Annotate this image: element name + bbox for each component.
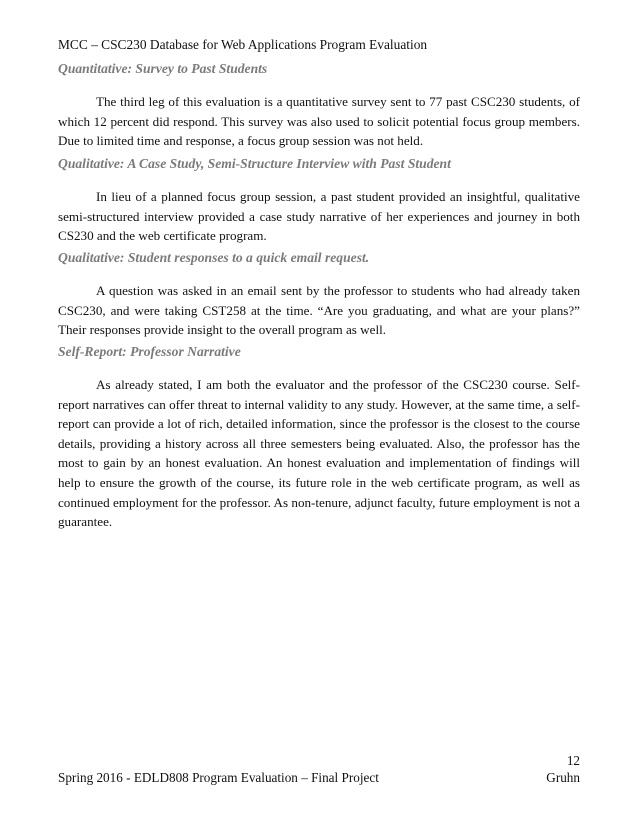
- section-paragraph: As already stated, I am both the evaluator and the professor of the CSC230 course. Self-report narratives can offer threat to internal validity to any study. However, at the same time, a self-report can provide a lot of rich, detailed information, since the professor is the closest to the course details, providing a history across all three semesters being evaluated. Also, the professor has the most to gain by an honest evaluation. An honest evaluation and implementation of findings will help to ensure the growth of the course, its future role in the web certificate program, as well as continued employment for the professor. As non-tenure, adjunct faculty, future employment is not a guarantee.: [58, 377, 580, 530]
- footer-author: Gruhn: [546, 770, 580, 785]
- document-header-title: MCC – CSC230 Database for Web Applications Program Evaluation: [58, 37, 428, 52]
- section-paragraph: A question was asked in an email sent by the professor to students who had already taken CSC230, and were taking CST258 at the time. “Are you graduating, and what are your plans?” Their responses provide insight to the overall program as well.: [58, 283, 580, 338]
- section-qualitative-case-study: [58, 155, 580, 246]
- section-heading: Qualitative: Student responses to a quick email request.: [58, 250, 370, 265]
- section-quantitative-survey: [58, 60, 580, 151]
- footer-course-title: Spring 2016 - EDLD808 Program Evaluation – Final Project: [58, 770, 379, 785]
- page-number: 12: [566, 753, 580, 768]
- section-paragraph: The third leg of this evaluation is a quantitative survey sent to 77 past CSC230 students, of which 12 percent did respond. This survey was also used to solicit potential focus group members. Due to limited time and response, a focus group session was not held.: [58, 94, 580, 149]
- section-heading: Self-Report: Professor Narrative: [58, 344, 241, 359]
- section-self-report: [58, 343, 580, 532]
- section-paragraph: In lieu of a planned focus group session, a past student provided an insightful, qualitative semi-structured interview provided a case study narrative of her experiences and journey in both CS230 and the web certificate program.: [58, 189, 580, 244]
- section-qualitative-email-responses: [58, 249, 580, 340]
- section-heading: Qualitative: A Case Study, Semi-Structure Interview with Past Student: [58, 156, 451, 171]
- section-heading: Quantitative: Survey to Past Students: [58, 61, 268, 76]
